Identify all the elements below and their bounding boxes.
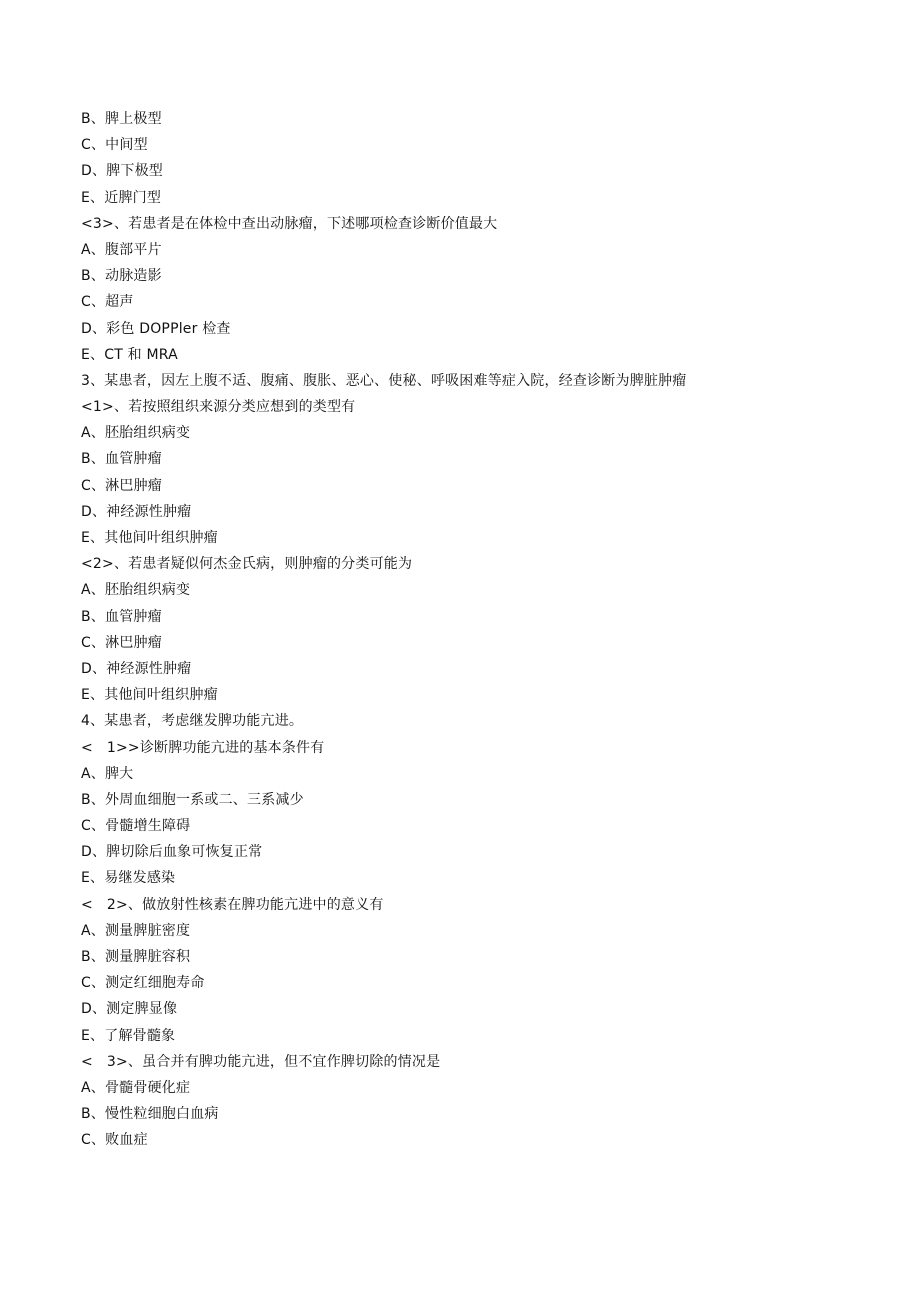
- option-line: C、中间型: [81, 137, 148, 154]
- sub-question-line: <1>、若按照组织来源分类应想到的类型有: [81, 399, 356, 416]
- option-line: E、近脾门型: [81, 189, 162, 206]
- option-line: A、胚胎组织病变: [81, 425, 191, 442]
- option-line: A、测量脾脏密度: [81, 922, 191, 939]
- sub-question-line: < 1>>诊断脾功能亢进的基本条件有: [81, 739, 325, 756]
- option-line: B、外周血细胞一系或二、三系减少: [81, 791, 304, 808]
- option-line: E、了解骨髓象: [81, 1027, 176, 1044]
- sub-question-line: <2>、若患者疑似何杰金氏病，则肿瘤的分类可能为: [81, 556, 413, 573]
- option-line: B、血管肿瘤: [81, 451, 162, 468]
- sub-question-line: < 3>、虽合并有脾功能亢进，但不宜作脾切除的情况是: [81, 1053, 441, 1070]
- question-line: 3、某患者，因左上腹不适、腹痛、腹胀、恶心、使秘、呼吸困难等症入院，经查诊断为脾脏肿瘤: [81, 372, 687, 389]
- option-line: B、脾上极型: [81, 111, 162, 127]
- option-line: E、其他间叶组织肿瘤: [81, 687, 218, 704]
- option-line: C、骨髓增生障碍: [81, 818, 191, 835]
- option-line: B、慢性粒细胞白血病: [81, 1106, 219, 1123]
- option-line: C、测定红细胞寿命: [81, 975, 205, 992]
- option-line: A、胚胎组织病变: [81, 582, 191, 599]
- option-line: A、骨髓骨硬化症: [81, 1079, 191, 1096]
- option-line: B、测量脾脏容积: [81, 949, 191, 965]
- option-line: C、淋巴肿瘤: [81, 477, 162, 494]
- option-line: E、其他间叶组织肿瘤: [81, 530, 218, 546]
- option-line: D、神经源性肿瘤: [81, 660, 192, 677]
- option-line: D、测定脾显像: [81, 1001, 178, 1018]
- option-line: D、脾下极型: [81, 163, 163, 180]
- sub-question-line: < 2>、做放射性核素在脾功能亢进中的意义有: [81, 896, 384, 913]
- option-line: D、脾切除后血象可恢复正常: [81, 844, 263, 861]
- option-line: B、血管肿瘤: [81, 608, 162, 625]
- option-line: C、超声: [81, 294, 134, 311]
- option-line: C、败血症: [81, 1132, 148, 1149]
- document-body: [81, 106, 861, 1154]
- option-line: D、神经源性肿瘤: [81, 503, 192, 520]
- option-line: A、脾大: [81, 765, 134, 782]
- sub-question-line: <3>、若患者是在体检中查出动脉瘤，下述哪项检查诊断价值最大: [81, 215, 498, 232]
- option-line: C、淋巴肿瘤: [81, 634, 162, 651]
- question-line: 4、某患者，考虑继发脾功能亢进。: [81, 713, 304, 730]
- option-line: B、动脉造影: [81, 268, 162, 285]
- option-line: A、腹部平片: [81, 241, 162, 258]
- option-line: E、易继发感染: [81, 870, 176, 887]
- option-line: D、彩色 DOPPler 检查: [81, 320, 231, 337]
- option-line: E、CT 和 MRA: [81, 346, 178, 363]
